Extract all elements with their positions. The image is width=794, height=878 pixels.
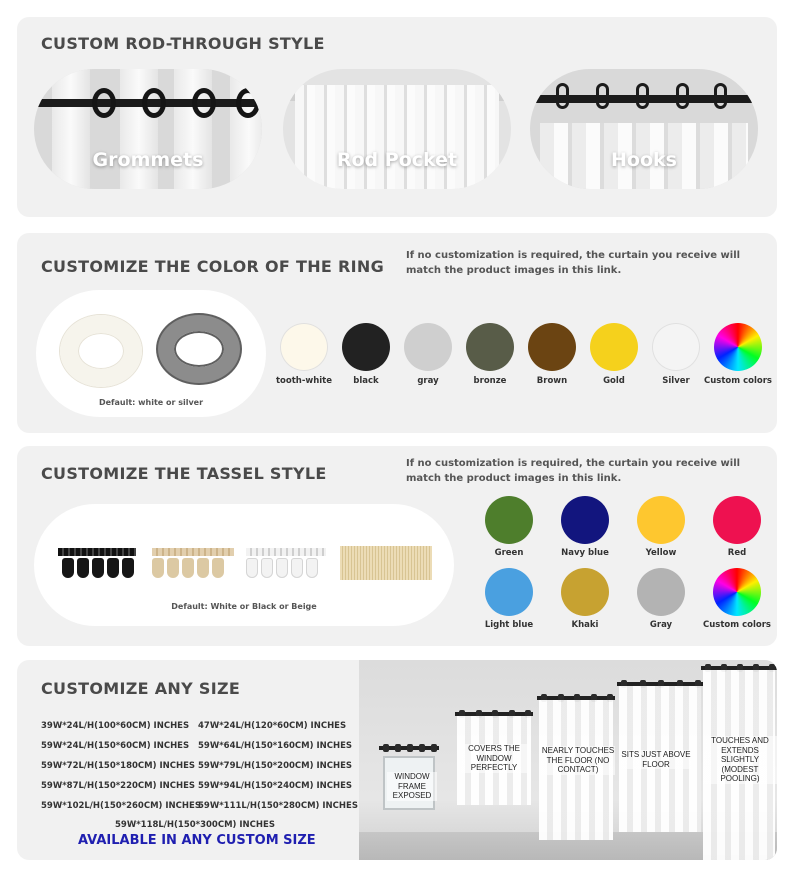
ring-note: If no customization is required, the curtain you receive will match the product images in this link. xyxy=(406,250,741,276)
white-tassel-trim xyxy=(246,548,326,556)
tassel-color-swatch[interactable] xyxy=(713,496,761,544)
tassel-drop-icon xyxy=(306,558,318,578)
ring-color-label: Gold xyxy=(603,376,625,386)
tassel-color-label: Navy blue xyxy=(561,548,609,558)
hook-icon xyxy=(556,83,569,109)
ring-color-label: Custom colors xyxy=(704,376,772,386)
size-option: 59W*24L/H(150*60CM) INCHES xyxy=(41,741,190,751)
tassel-drop-icon xyxy=(62,558,74,578)
tassel-drop-icon xyxy=(261,558,273,578)
hooks-label: Hooks xyxy=(611,149,677,171)
tassel-drop-icon xyxy=(212,558,224,578)
grommet-icon xyxy=(383,744,389,752)
grommet-ring-icon xyxy=(192,88,216,118)
tassel-color-label: Light blue xyxy=(484,620,534,630)
grommet-icon xyxy=(431,744,437,752)
tassel-color-label: Red xyxy=(727,548,747,558)
tassel-color-label: Green xyxy=(494,548,524,558)
tassel-note: If no customization is required, the curtain you receive will match the product images in this link. xyxy=(406,458,741,484)
size-option: 47W*24L/H(120*60CM) INCHES xyxy=(198,721,347,731)
grommet-ring-icon xyxy=(92,88,116,118)
size-option: 59W*118L/H(150*300CM) INCHES xyxy=(115,820,275,830)
ring-color-swatch[interactable] xyxy=(342,323,390,371)
hooks-option[interactable] xyxy=(530,69,758,189)
beige-tassel-trim xyxy=(152,548,234,556)
length-caption: TOUCHES AND EXTENDS SLIGHTLY (MODEST POOLING) xyxy=(703,736,777,784)
tassel-color-swatch[interactable] xyxy=(485,496,533,544)
ring-section-title: CUSTOMIZE THE COLOR OF THE RING xyxy=(41,257,385,276)
grommet-ring-icon xyxy=(236,88,260,118)
ring-color-label: gray xyxy=(417,376,439,386)
tassel-drop-icon xyxy=(152,558,164,578)
room-illustration xyxy=(359,660,777,860)
grommet-ring-icon xyxy=(142,88,166,118)
tassel-drop-icon xyxy=(276,558,288,578)
hook-icon xyxy=(714,83,727,109)
size-card xyxy=(17,660,777,860)
size-option: 59W*87L/H(150*220CM) INCHES xyxy=(41,781,196,791)
ring-color-label: tooth-white xyxy=(275,376,333,386)
size-option: 59W*102L/H(150*260CM) INCHES xyxy=(41,801,201,811)
tassel-default-panel xyxy=(34,504,454,626)
size-section-title: CUSTOMIZE ANY SIZE xyxy=(41,679,241,698)
tassel-color-swatch[interactable] xyxy=(637,568,685,616)
tassel-color-swatch[interactable] xyxy=(561,496,609,544)
ring-color-swatch[interactable] xyxy=(280,323,328,371)
grommets-label: Grommets xyxy=(92,149,204,171)
rod-section-title: CUSTOM ROD-THROUGH STYLE xyxy=(41,34,325,53)
length-caption: COVERS THE WINDOW PERFECTLY xyxy=(461,744,527,773)
tassel-color-label: Custom colors xyxy=(703,620,771,630)
white-ring-icon xyxy=(60,315,142,387)
silver-ring-icon xyxy=(158,315,240,383)
black-tassel-trim xyxy=(58,548,136,556)
ring-color-label: bronze xyxy=(473,376,507,386)
tassel-drop-icon xyxy=(246,558,258,578)
tassel-drop-icon xyxy=(167,558,179,578)
length-caption: SITS JUST ABOVE FLOOR xyxy=(621,750,691,769)
size-option: 59W*94L/H(150*240CM) INCHES xyxy=(198,781,353,791)
hook-icon xyxy=(596,83,609,109)
tassel-color-swatch[interactable] xyxy=(713,568,761,616)
tassel-color-label: Khaki xyxy=(571,620,599,630)
ring-default-label: Default: white or silver xyxy=(98,398,204,407)
grommet-icon xyxy=(395,744,401,752)
tassel-default-label: Default: White or Black or Beige xyxy=(171,602,317,611)
tassel-color-swatch[interactable] xyxy=(561,568,609,616)
tassel-color-label: Gray xyxy=(649,620,673,630)
tassel-color-swatch[interactable] xyxy=(485,568,533,616)
grommets-option[interactable] xyxy=(34,69,262,189)
size-option: 59W*79L/H(150*200CM) INCHES xyxy=(198,761,353,771)
tassel-drop-icon xyxy=(197,558,209,578)
tassel-color-swatch[interactable] xyxy=(637,496,685,544)
beige-fringe-trim xyxy=(340,546,432,580)
tassel-section-title: CUSTOMIZE THE TASSEL STYLE xyxy=(41,464,327,483)
tassel-color-label: Yellow xyxy=(645,548,677,558)
ring-color-swatch[interactable] xyxy=(590,323,638,371)
hook-icon xyxy=(636,83,649,109)
tassel-drop-icon xyxy=(92,558,104,578)
ring-color-label: black xyxy=(353,376,379,386)
size-option: 59W*72L/H(150*180CM) INCHES xyxy=(41,761,196,771)
length-caption: WINDOW FRAME EXPOSED xyxy=(387,772,437,801)
tassel-drop-icon xyxy=(291,558,303,578)
size-option: 59W*111L/H(150*280CM) INCHES xyxy=(198,801,358,811)
ring-color-swatch[interactable] xyxy=(528,323,576,371)
tassel-drop-icon xyxy=(107,558,119,578)
tassel-card xyxy=(17,446,777,646)
ring-color-label: Silver xyxy=(662,376,690,386)
ring-color-swatch[interactable] xyxy=(466,323,514,371)
length-caption: NEARLY TOUCHES THE FLOOR (NO CONTACT) xyxy=(541,746,615,774)
grommet-icon xyxy=(407,744,413,752)
tassel-drop-icon xyxy=(182,558,194,578)
tassel-drop-icon xyxy=(122,558,134,578)
ring-color-card xyxy=(17,233,777,433)
rod-through-card xyxy=(17,17,777,217)
ring-color-swatch[interactable] xyxy=(652,323,700,371)
ring-color-label: Brown xyxy=(536,376,568,386)
rod-pocket-label: Rod Pocket xyxy=(336,149,458,171)
ring-color-swatch[interactable] xyxy=(404,323,452,371)
rod-pocket-option[interactable] xyxy=(283,69,511,189)
size-option: 59W*64L/H(150*160CM) INCHES xyxy=(198,741,353,751)
available-any-size: AVAILABLE IN ANY CUSTOM SIZE xyxy=(78,833,316,848)
ring-color-swatch[interactable] xyxy=(714,323,762,371)
grommet-icon xyxy=(419,744,425,752)
hook-icon xyxy=(676,83,689,109)
size-option: 39W*24L/H(100*60CM) INCHES xyxy=(41,721,190,731)
ring-default-panel xyxy=(36,290,266,417)
tassel-drop-icon xyxy=(77,558,89,578)
